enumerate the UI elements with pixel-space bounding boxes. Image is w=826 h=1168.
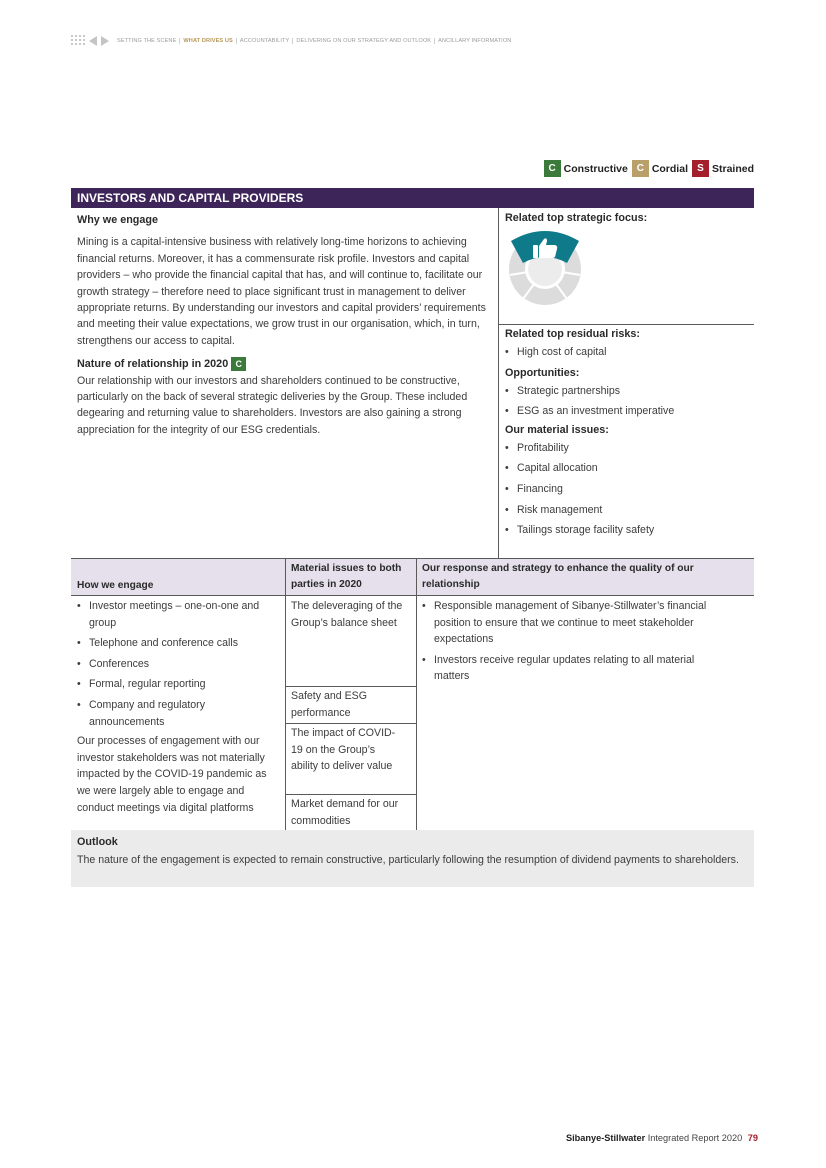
- strategic-focus-section: [505, 212, 755, 316]
- legend-strained-badge: S: [692, 160, 709, 177]
- risks-section: [505, 328, 755, 543]
- row-divider: [285, 686, 416, 687]
- column-divider: [416, 558, 417, 830]
- list-item: • Profitability: [505, 440, 755, 457]
- column-divider: [285, 558, 286, 830]
- header-response: Our response and strategy to enhance the quality of our relationship: [422, 563, 694, 590]
- how-we-engage-cell: [77, 598, 282, 816]
- risks-list: [505, 344, 755, 361]
- list-item: • Strategic partnerships: [505, 383, 755, 400]
- nature-heading: [77, 356, 495, 372]
- legend-constructive-badge: C: [544, 160, 561, 177]
- response-cell: [422, 598, 732, 689]
- header-how-we-engage: How we engage: [77, 580, 154, 591]
- next-arrow-icon[interactable]: [101, 36, 109, 46]
- nav-link-setting-the-scene[interactable]: SETTING THE SCENE: [117, 38, 177, 44]
- list-item: • Financing: [505, 481, 755, 498]
- outlook-box: [71, 830, 754, 887]
- legend-constructive-label: Constructive: [563, 162, 628, 175]
- nav-link-delivering[interactable]: DELIVERING ON OUR STRATEGY AND OUTLOOK: [292, 38, 434, 44]
- list-item: • Investors receive regular updates relating to all material matters: [422, 652, 732, 685]
- previous-arrow-icon[interactable]: [89, 36, 97, 46]
- list-item: • Telephone and conference calls: [77, 635, 282, 652]
- menu-grid-icon[interactable]: [71, 35, 85, 47]
- list-item: • Capital allocation: [505, 460, 755, 477]
- left-column: [77, 212, 495, 438]
- list-item: • Investor meetings – one-on-one and group: [77, 598, 282, 631]
- list-item: • ESG as an investment imperative: [505, 403, 755, 420]
- strategic-focus-heading: Related top strategic focus:: [505, 212, 648, 224]
- nav-link-ancillary[interactable]: ANCILLARY INFORMATION: [434, 38, 514, 44]
- thumbs-up-icon: [505, 227, 587, 313]
- relationship-legend: [544, 160, 754, 177]
- material-list: [505, 440, 755, 539]
- list-item: • Conferences: [77, 656, 282, 673]
- material-heading: Our material issues:: [505, 423, 609, 436]
- opportunities-heading: Opportunities:: [505, 366, 580, 379]
- list-item: • High cost of capital: [505, 344, 755, 361]
- why-text: Mining is a capital-intensive business with relatively long-time horizons to achieving financial returns. Moreover, it has a commensurate risk profile. Investors and capital providers – who provide the financial capital that has, and will continue to, facilitate our growth strategy – therefore need to place significant trust in management to deliver appropriate returns. By understanding our investors and capital providers’ requirements and meeting their value expectations, we grow trust in our organisation, which, in turn, strengthens our access to capital.: [77, 236, 486, 347]
- how-list: [77, 598, 282, 730]
- legend-cordial-badge: C: [632, 160, 649, 177]
- issue-cell: Safety and ESG performance: [291, 690, 367, 719]
- issue-cell: The impact of COVID-19 on the Group’s ability to deliver value: [291, 727, 396, 773]
- page-number: 79: [747, 1133, 758, 1143]
- legend-strained-label: Strained: [711, 162, 754, 175]
- legend-cordial-label: Cordial: [651, 162, 688, 175]
- divider-line: [498, 324, 754, 325]
- list-item: • Responsible management of Sibanye-Stillwater’s financial position to ensure that we continue to meet stakeholder expectations: [422, 598, 732, 648]
- list-item: • Formal, regular reporting: [77, 676, 282, 693]
- page-footer: [566, 1133, 758, 1143]
- outlook-heading: Outlook: [77, 836, 118, 848]
- footer-report: Integrated Report 2020: [647, 1133, 743, 1143]
- column-divider: [498, 208, 499, 558]
- issue-cell: The deleveraging of the Group’s balance sheet: [291, 600, 403, 629]
- nature-text: Our relationship with our investors and shareholders continued to be constructive, particularly on the back of several strategic deliveries by the Group. These included degearing and returning value to shareholders. Investors are also gaining a strong appreciation for the integrity of our ESG credentials.: [77, 374, 468, 436]
- nav-link-accountability[interactable]: ACCOUNTABILITY: [236, 38, 292, 44]
- list-item: • Tailings storage facility safety: [505, 522, 755, 539]
- nature-heading-text: Nature of relationship in 2020: [77, 358, 229, 371]
- opportunities-list: [505, 383, 755, 420]
- list-item: • Risk management: [505, 502, 755, 519]
- why-heading: Why we engage: [77, 214, 158, 226]
- table-header: [71, 558, 754, 596]
- issue-cell: Market demand for our commodities: [291, 798, 399, 827]
- constructive-badge: C: [231, 357, 246, 371]
- list-item: • Company and regulatory announcements: [77, 697, 282, 730]
- how-note: Our processes of engagement with our investor stakeholders was not materially impacted by the COVID-19 pandemic as we were largely able to engage and conduct meetings via digital platforms: [77, 735, 267, 814]
- risks-heading: Related top residual risks:: [505, 328, 641, 340]
- nav-link-what-drives-us[interactable]: WHAT DRIVES US: [179, 38, 235, 44]
- response-list: [422, 598, 732, 685]
- footer-company: Sibanye-Stillwater: [566, 1133, 646, 1143]
- outlook-text: The nature of the engagement is expected to remain constructive, particularly following the resumption of dividend payments to shareholders.: [77, 854, 739, 866]
- section-title: INVESTORS AND CAPITAL PROVIDERS: [71, 188, 754, 208]
- section-links: [117, 38, 514, 44]
- header-material-issues: Material issues to both parties in 2020: [291, 563, 402, 590]
- row-divider: [285, 723, 416, 724]
- top-navigation: [71, 34, 514, 48]
- row-divider: [285, 794, 416, 795]
